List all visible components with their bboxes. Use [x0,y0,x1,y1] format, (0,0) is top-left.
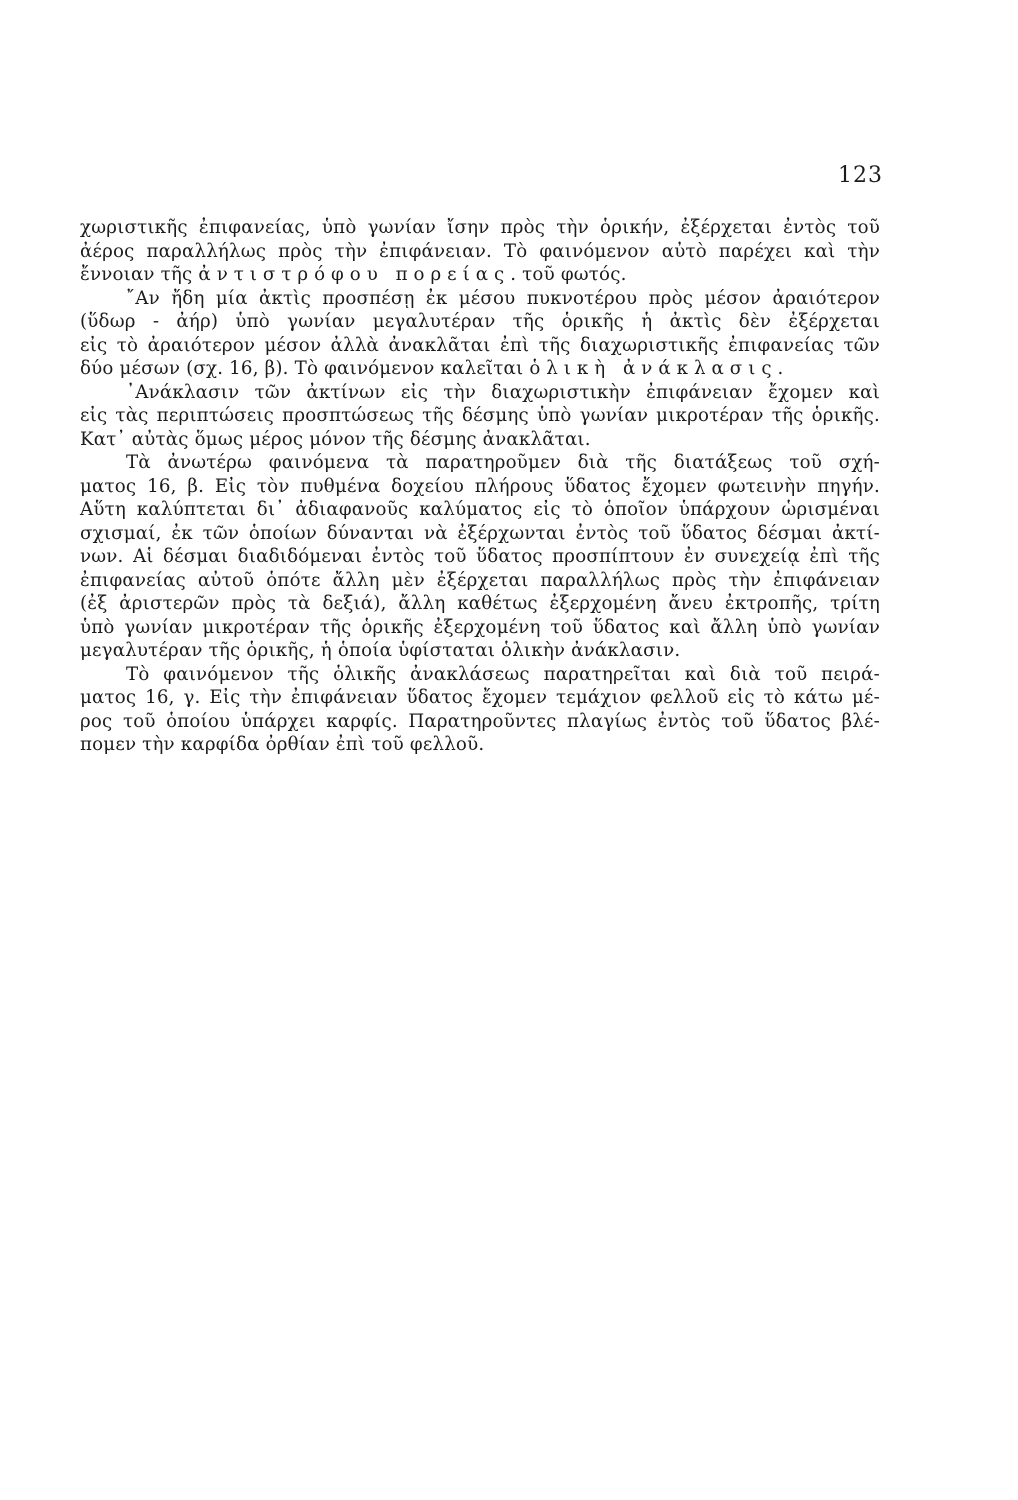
text-line: εἰς τὰς περιπτώσεις προσπτώσεως τῆς δέσμης ὑπὸ γωνίαν μικροτέραν τῆς ὁρικῆς. [80,405,880,426]
paragraph-1 [80,216,880,287]
paragraph-5 [80,663,880,757]
text-line: Τὰ ἀνωτέρω φαινόμενα τὰ παρατηροῦμεν διὰ τῆς διατάξεως τοῦ σχή- [126,452,880,473]
text-line: ῎Αν ἤδη μία ἀκτὶς προσπέσῃ ἐκ μέσου πυκνοτέρου πρὸς μέσον ἀραιότερον [126,287,880,309]
text-line: (ὕδωρ - ἀήρ) ὑπὸ γωνίαν μεγαλυτέραν τῆς ὁρικῆς ἡ ἀκτὶς δὲν ἐξέρχεται [80,311,880,332]
text-run: . [777,358,784,379]
text-line: νων. Αἱ δέσμαι διαδιδόμεναι ἐντὸς τοῦ ὕδατος προσπίπτουν ἐν συνεχείᾳ ἐπὶ τῆς [80,546,880,567]
text-line: χωριστικῆς ἐπιφανείας, ὑπὸ γωνίαν ἴσην πρὸς τὴν ὁρικήν, ἐξέρχεται ἐντὸς τοῦ [80,217,880,238]
text-run: ἔννοιαν τῆς [80,264,199,285]
emphasized-term: ἀντιστρόφου πορείας [198,264,511,285]
text-line: Τὸ φαινόμενον τῆς ὁλικῆς ἀνακλάσεως παρατηρεῖται καὶ διὰ τοῦ πειρά- [126,663,880,685]
paragraph-4 [80,451,880,663]
text-line: σχισμαί, ἐκ τῶν ὁποίων δύνανται νὰ ἐξέρχωνται ἐντὸς τοῦ ὕδατος δέσμαι ἀκτί- [80,522,880,544]
emphasized-term: ὁλικὴ ἀνάκλασις [529,358,778,379]
text-line: (ἐξ ἀριστερῶν πρὸς τὰ δεξιά), ἄλλη καθέτως ἐξερχομένη ἄνευ ἐκτροπῆς, τρίτη [80,593,880,614]
text-line [80,263,880,287]
text-line: ματος 16, γ. Εἰς τὴν ἐπιφάνειαν ὕδατος ἔχομεν τεμάχιον φελλοῦ εἰς τὸ κάτω μέ- [80,687,880,708]
text-run: . τοῦ φωτός. [510,264,627,285]
text-line: ᾿Ανάκλασιν τῶν ἀκτίνων εἰς τὴν διαχωριστικὴν ἐπιφάνειαν ἔχομεν καὶ [126,381,880,403]
text-line: μεγαλυτέραν τῆς ὁρικῆς, ἡ ὁποία ὑφίσταται ὁλικὴν ἀνάκλασιν. [80,640,681,661]
page-number: 123 [838,163,883,188]
paragraph-3 [80,381,880,452]
text-line: ἀέρος παραλλήλως πρὸς τὴν ἐπιφάνειαν. Τὸ φαινόμενον αὐτὸ παρέχει καὶ τὴν [80,240,880,262]
text-run: δύο μέσων (σχ. 16, β). Τὸ φαινόμενον καλεῖται [80,358,530,379]
text-line: Κατ᾿ αὐτὰς ὅμως μέρος μόνον τῆς δέσμης ἀνακλᾶται. [80,428,591,450]
text-line: εἰς τὸ ἀραιότερον μέσον ἀλλὰ ἀνακλᾶται ἐπὶ τῆς διαχωριστικῆς ἐπιφανείας τῶν [80,334,880,356]
text-line: πομεν τὴν καρφίδα ὀρθίαν ἐπὶ τοῦ φελλοῦ. [80,734,485,755]
body-text [80,216,880,757]
text-line: ἐπιφανείας αὐτοῦ ὁπότε ἄλλη μὲν ἐξέρχεται παραλλήλως πρὸς τὴν ἐπιφάνειαν [80,569,880,591]
paragraph-2 [80,287,880,381]
text-line: Αὕτη καλύπτεται δι᾿ ἀδιαφανοῦς καλύματος εἰς τὸ ὁποῖον ὑπάρχουν ὡρισμέναι [80,499,880,520]
text-line [80,357,880,381]
text-line: ματος 16, β. Εἰς τὸν πυθμένα δοχείου πλήρους ὕδατος ἔχομεν φωτεινὴν πηγήν. [80,475,880,497]
text-line: ὑπὸ γωνίαν μικροτέραν τῆς ὁρικῆς ἐξερχομένη τοῦ ὕδατος καὶ ἄλλη ὑπὸ γωνίαν [80,616,880,638]
text-line: ρος τοῦ ὁποίου ὑπάρχει καρφίς. Παρατηροῦντες πλαγίως ἐντὸς τοῦ ὕδατος βλέ- [80,710,880,732]
